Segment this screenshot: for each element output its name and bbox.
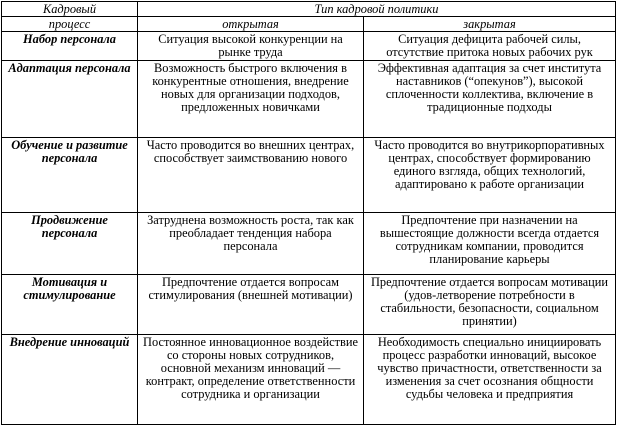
header-row-2 [2,17,616,32]
table-row [2,335,616,425]
open-cell: Предпочтение отдается вопросам стимулирования (внешней мотивации) [138,275,364,335]
header-process-line2: процесс [2,17,138,32]
header-open: открытая [138,17,364,32]
open-cell: Затруднена возможность роста, так как преобладает тенденция набора персонала [138,213,364,275]
table-row [2,32,616,61]
open-cell: Возможность быстрого включения в конкурентные отношения, внедрение новых для организации подходов, предложенных новичками [138,61,364,138]
closed-cell: Предпочтение отдается вопросам мотивации (удов-летворение потребности в стабильности, безопасности, социальном принятии) [364,275,616,335]
header-row-1 [2,2,616,17]
header-policy-type: Тип кадровой политики [138,2,616,17]
table-row [2,138,616,213]
table-row [2,275,616,335]
process-cell: Мотивация и стимулирование [2,275,138,335]
open-cell: Постоянное инновационное воздействие со стороны новых сотрудников, основной механизм инноваций — контракт, определение ответственности сотрудника и организации [138,335,364,425]
closed-cell: Эффективная адаптация за счет института наставников (“опекунов”), высокой сплоченности коллектива, включение в традиционные подходы [364,61,616,138]
process-cell: Набор персонала [2,32,138,61]
process-cell: Внедрение инноваций [2,335,138,425]
open-cell: Ситуация высокой конкуренции на рынке труда [138,32,364,61]
closed-cell: Часто проводится во внутрикорпоративных центрах, способствует формированию единого взгляда, общих технологий, адаптировано к работе организации [364,138,616,213]
process-cell: Адаптация персонала [2,61,138,138]
table-row [2,213,616,275]
personnel-policy-table [1,1,616,425]
process-cell: Продвижение персонала [2,213,138,275]
closed-cell: Предпочтение при назначении на вышестоящие должности всегда отдается сотрудникам компании, проводится планирование карьеры [364,213,616,275]
open-cell: Часто проводится во внешних центрах, способствует заимствованию нового [138,138,364,213]
header-process-line1: Кадровый [2,2,138,17]
table-row [2,61,616,138]
closed-cell: Необходимость специально инициировать процесс разработки инноваций, высокое чувство причастности, ответственности за изменения за счет осознания общности судьбы человека и предприятия [364,335,616,425]
process-cell: Обучение и развитие персонала [2,138,138,213]
document-page [0,1,618,431]
header-closed: закрытая [364,17,616,32]
closed-cell: Ситуация дефицита рабочей силы, отсутствие притока новых рабочих рук [364,32,616,61]
